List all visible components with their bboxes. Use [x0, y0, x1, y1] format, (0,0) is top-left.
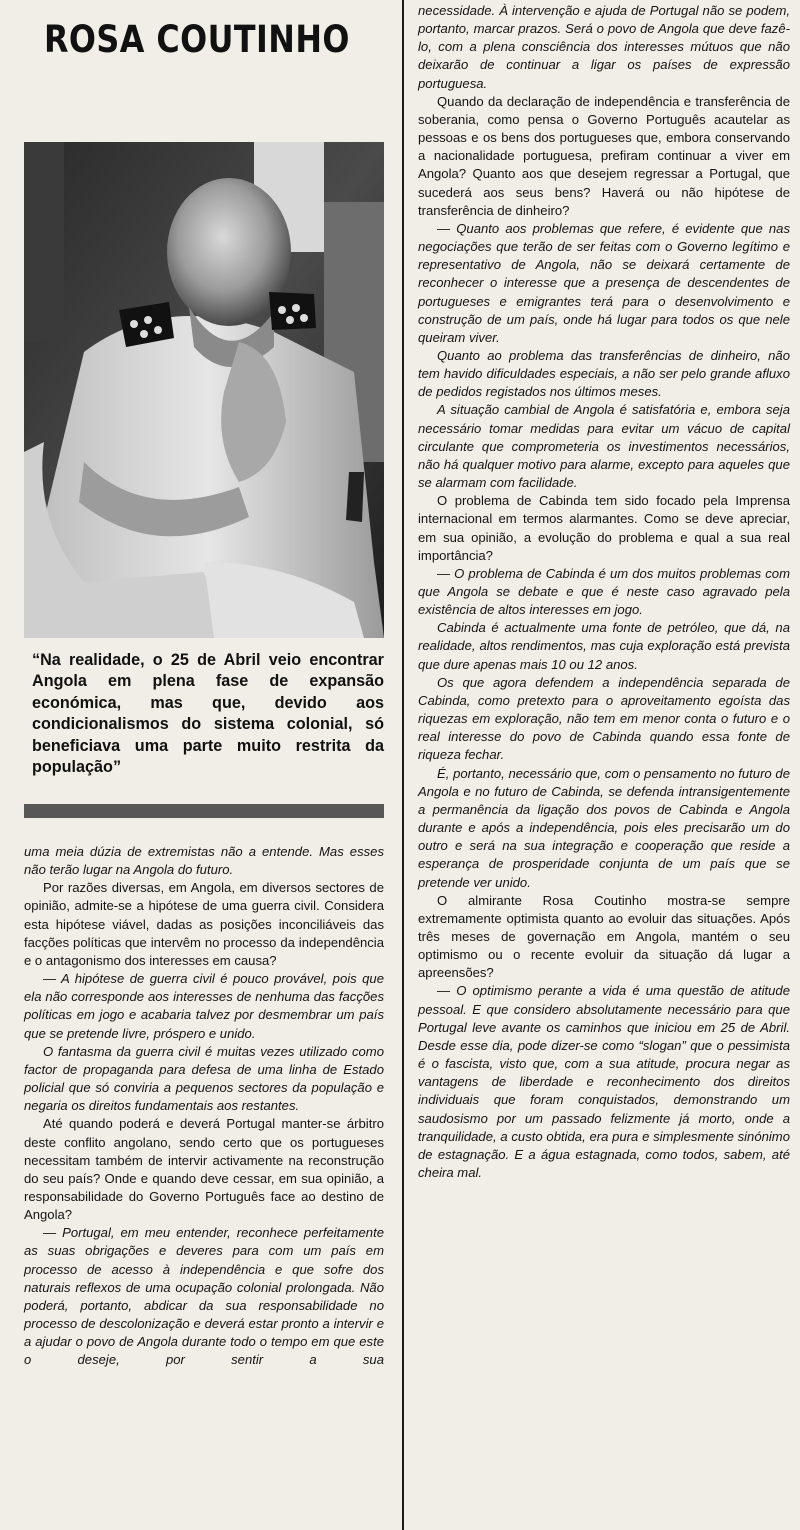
question-paragraph: O problema de Cabinda tem sido focado pela Imprensa internacional em termos alarmantes. Como se deve apreciar, em sua opinião, a evolução do problema e qual a sua real importância? [418, 493, 790, 563]
answer-paragraph: A situação cambial de Angola é satisfatória e, embora seja necessário tomar medidas para evitar um vácuo de capital circulante que comprometeria os investimentos necessários, não há qualquer motivo para alarme, excepto para aqueles que se alarmam com facilidade. [418, 402, 790, 491]
question-paragraph: O almirante Rosa Coutinho mostra-se sempre extremamente optimista quanto ao evoluir das situações. Após três meses de governação em Angola, mantém o seu optimismo ou o recente evoluir da situação dá lugar a apreensões? [418, 892, 790, 981]
portrait-photo [24, 142, 384, 638]
answer-paragraph: — O optimismo perante a vida é uma questão de atitude pessoal. E que considero absolutamente necessário para que Portugal leve avante os caminhos que iniciou em 25 de Abril. Desde esse dia, pode dizer-se como “slogan” que o pessimista é o fascista, visto que, com a sua atitude, procura negar as vantagens de liberdade e reconhecimento dos direitos individuais que foram conquistados, demonstrando um saudosismo por um passado felizmente já morto, onde a tranquilidade, a custo obtida, era pura e simplesmente sinónimo de estagnação. E a água estagnada, como todos, sabem, até cheira mal. [418, 983, 790, 1180]
answer-paragraph: O fantasma da guerra civil é muitas vezes utilizado como factor de propaganda para defesa de uma linha de Estado policial que só conviria a pequenos sectores da população e negaria os direitos fundamentais aos restantes. [24, 1043, 384, 1114]
answer-paragraph: Quanto ao problema das transferências de dinheiro, não tem havido dificuldades especiais, a não ser pelo grande afluxo de pedidos registados nos últimos meses. [418, 347, 790, 400]
section-rule [24, 804, 384, 818]
paragraph: necessidade. À intervenção e ajuda de Portugal não se podem, portanto, marcar prazos. Será o povo de Angola que deve fazê-lo, com a plena consciência dos interesses mútuos que não deixarão de continuar a ligar os países de expressão portuguesa. [418, 3, 790, 91]
paragraph: uma meia dúzia de extremistas não a entende. Mas esses não terão lugar na Angola do futuro. [24, 844, 384, 878]
answer-paragraph: Cabinda é actualmente uma fonte de petróleo, que dá, na realidade, altos rendimentos, mas cuja exploração está prevista que dure apenas mais 10 ou 12 anos. [418, 620, 790, 672]
answer-paragraph: — O problema de Cabinda é um dos muitos problemas com que Angola se debate e que é neste caso agravado pela existência de altos interesses em jogo. [418, 565, 790, 618]
question-paragraph: Quando da declaração de independência e transferência de soberania, como pensa o Governo Português acautelar as pessoas e os bens dos portugueses que, embora conservando a nacionalidade portuguesa, prefiram continuar a viver em Angola? Quanto aos que desejem regressar a Portugal, que sucederá aos seus bens? Haverá ou não hipótese de transferência de dinheiro? [418, 93, 790, 218]
answer-paragraph: — Quanto aos problemas que refere, é evidente que nas negociações que terão de ser feitas com o Governo legítimo e representativo de Angola, não se deixará certamente de reconhecer o interesse que a presença de descendentes de portugueses e emigrantes terá para o desenvolvimento e construção de um país, onde há lugar para todos os que nele queiram viver. [418, 220, 790, 345]
article-title: ROSA COUTINHO [44, 18, 350, 61]
right-article-text [418, 2, 790, 1182]
answer-paragraph: É, portanto, necessário que, com o pensamento no futuro de Angola e no futuro de Cabinda, se defenda intransigentemente a permanência da ligação dos povos de Cabinda e Angola durante e após a independência, pois eles precisarão um do outro e será na sua integração e cooperação que reside a esperança de prosperidade conjunta de um país que se pretende ver unido. [418, 765, 790, 890]
question-paragraph: Por razões diversas, em Angola, em diversos sectores de opinião, admite-se a hipótese de uma guerra civil. Considera esta hipótese viável, dadas as posições inconciliáveis das facções políticas que intervêm no processo da independência e o antagonismo dos interesses em causa? [24, 880, 384, 968]
left-article-text [24, 843, 384, 1370]
pull-quote: “Na realidade, o 25 de Abril veio encontrar Angola em plena fase de expansão económica, mas que, devido aos condicionalismos do sistema colonial, só beneficiava uma parte muito restrita da população” [32, 651, 384, 777]
right-column [418, 0, 790, 1530]
portrait-photo-image [24, 142, 384, 638]
answer-paragraph: — A hipótese de guerra civil é pouco provável, pois que ela não corresponde aos interesses de nenhuma das facções políticas em jogo e acabaria talvez por desmembrar um país que se pretende livre, próspero e unido. [24, 971, 384, 1041]
answer-paragraph: Os que agora defendem a independência separada de Cabinda, como pretexto para o aproveitamento egoísta das riquezas em exploração, não tem em menor conta o futuro e o real interesse do povo de Cabinda quando essa fonte de riqueza fechar. [418, 674, 790, 763]
column-divider [402, 0, 404, 1530]
question-paragraph: Até quando poderá e deverá Portugal manter-se árbitro deste conflito angolano, sendo certo que os portugueses necessitam também de intervir activamente na reconstrução do seu país? Onde e quando deve cessar, em sua opinião, a responsabilidade do Governo Português face ao destino de Angola? [24, 1116, 384, 1223]
answer-paragraph: — Portugal, em meu entender, reconhece perfeitamente as suas obrigações e deveres para com um país em processo de acesso à independência e que sofre dos naturais reflexos de uma ocupação colonial prolongada. Não poderá, portanto, abdicar da sua responsabilidade no processo de descolonização e deverá estar pronto a intervir e a ajudar o povo de Angola durante todo o tempo em que este o deseje, por sentir a sua [24, 1225, 384, 1368]
left-column [24, 0, 384, 1530]
